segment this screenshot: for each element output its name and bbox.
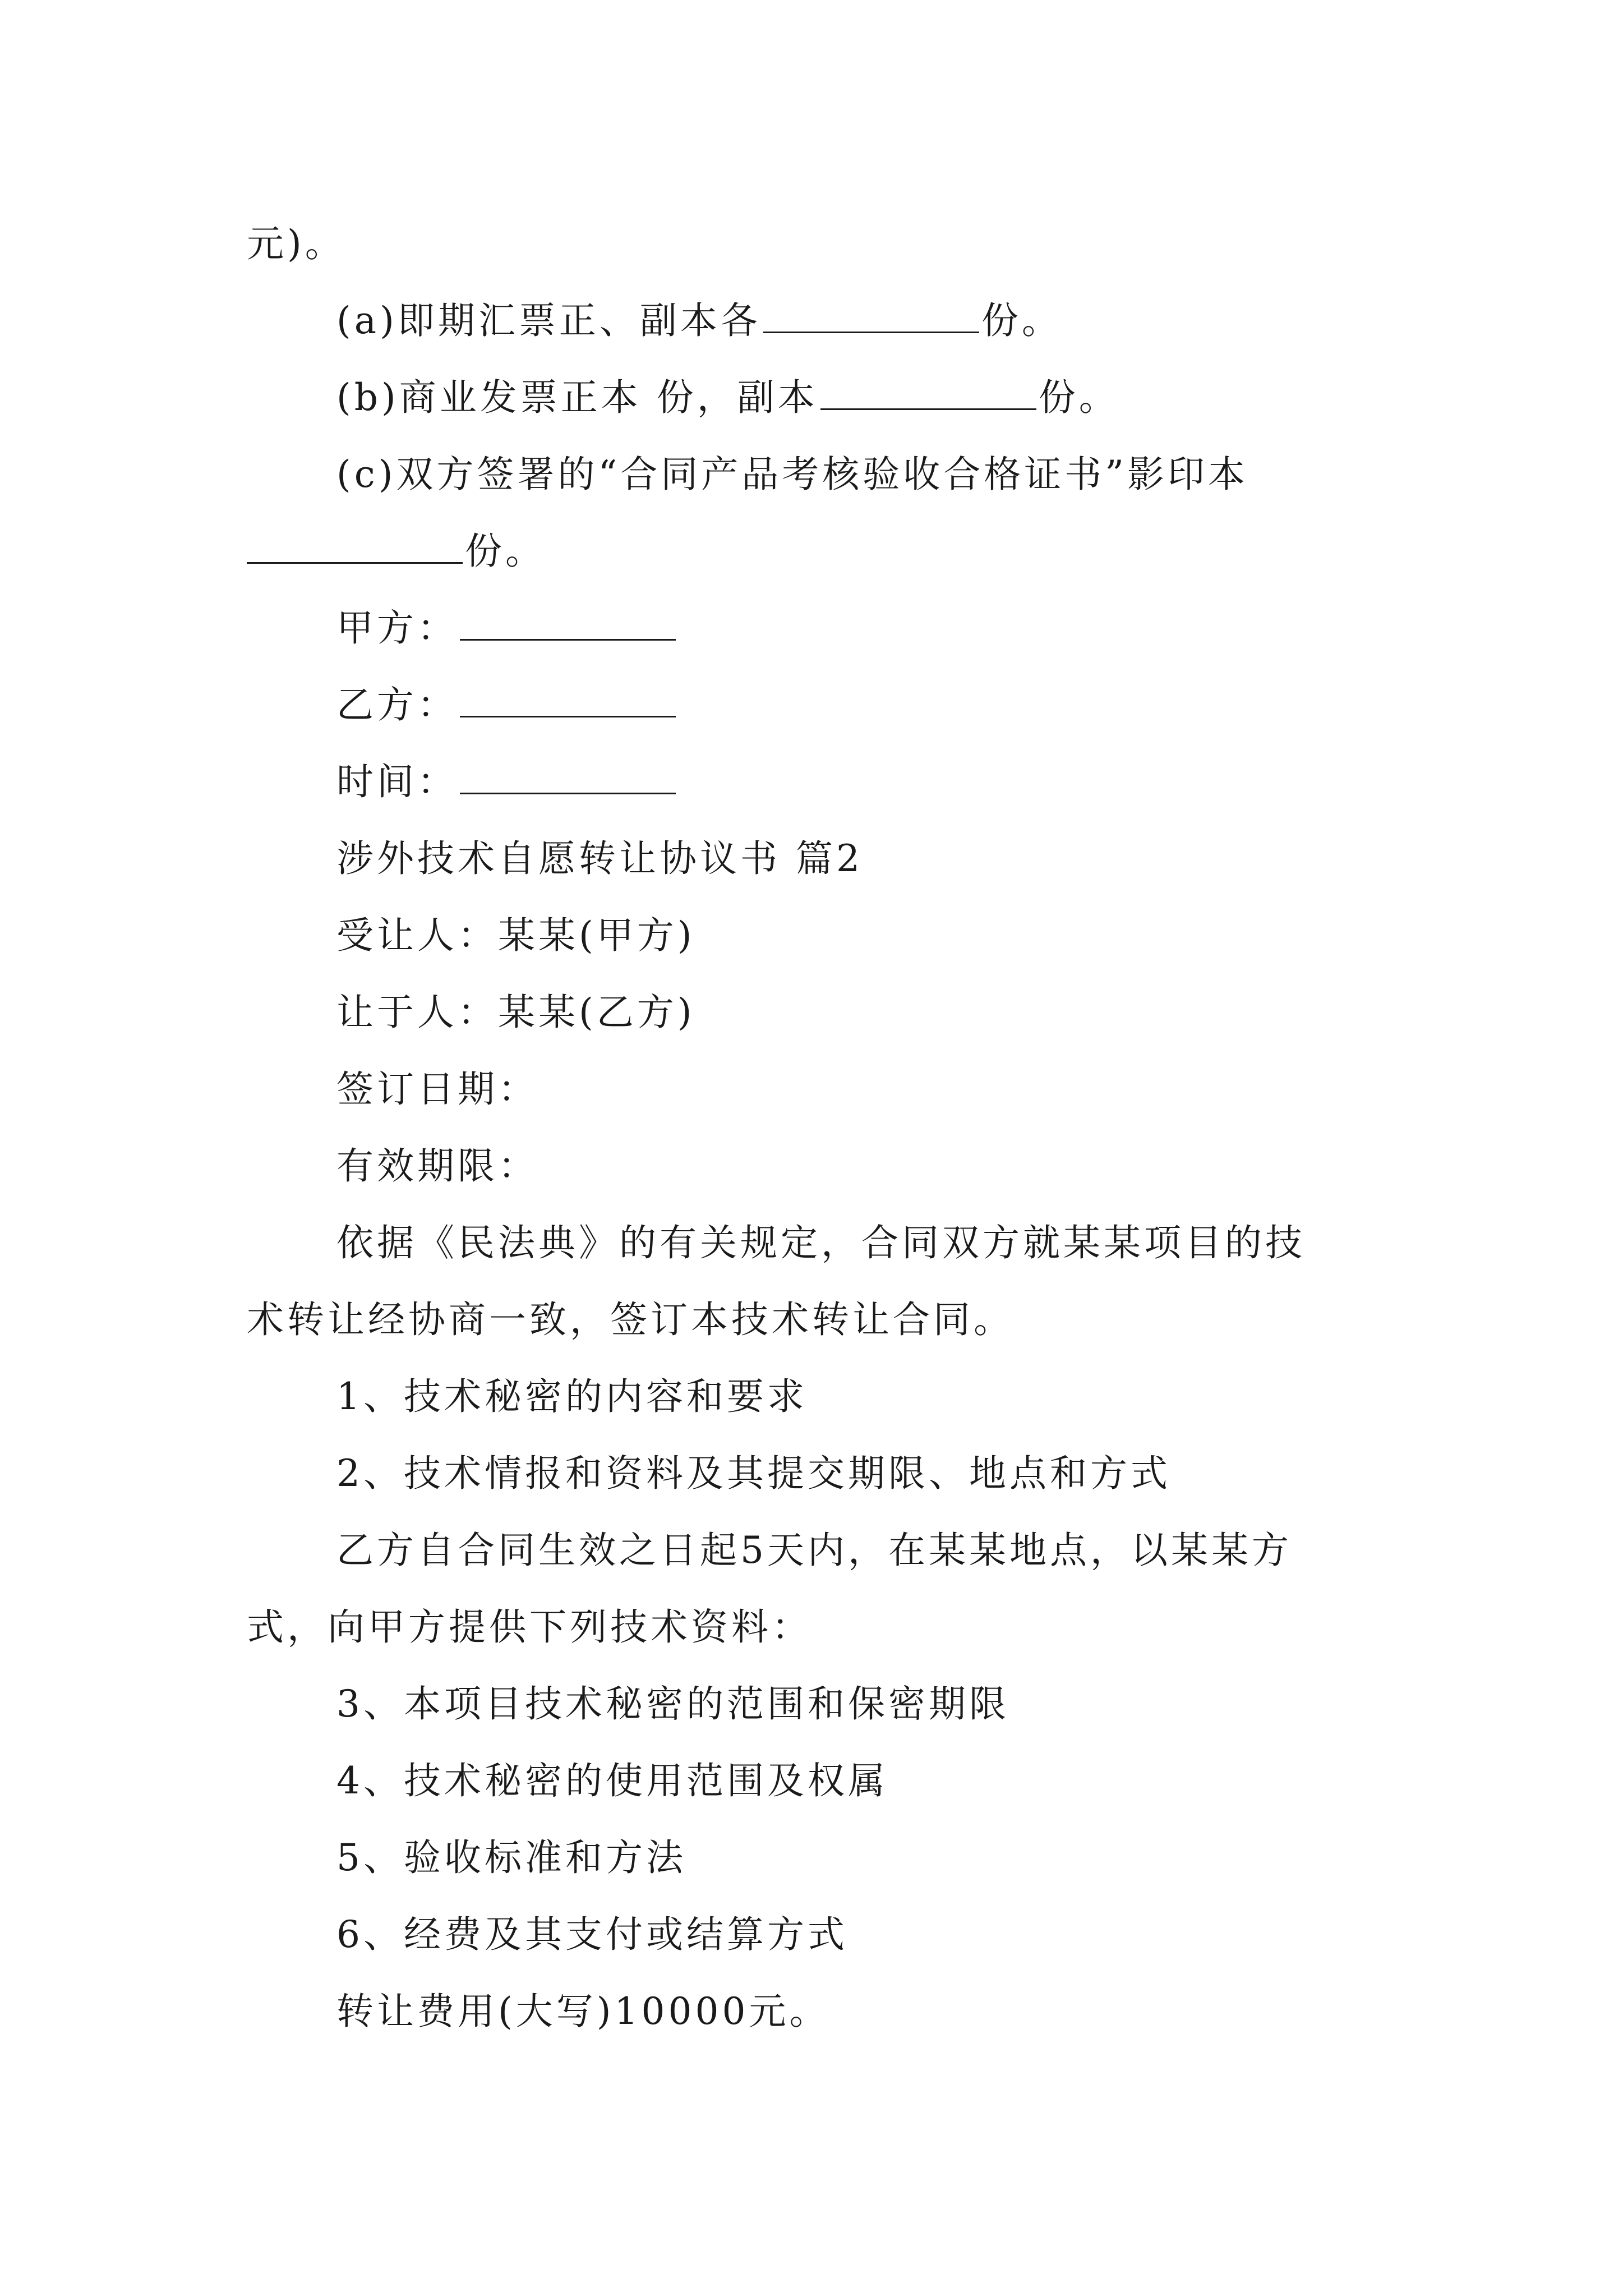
blank-field xyxy=(460,681,676,717)
line-text: 份。 xyxy=(981,299,1062,342)
form-line xyxy=(336,372,1119,423)
text-line: 让于人：某某(乙方) xyxy=(336,991,695,1034)
text-line: 有效期限： xyxy=(336,1144,538,1188)
line-text: 时间： xyxy=(336,760,458,803)
text-line: 依据《民法典》的有关规定，合同双方就某某项目的技 xyxy=(336,1221,1306,1264)
signature-line xyxy=(336,603,678,654)
line-text: (b)商业发票正本 份，副本 xyxy=(336,376,818,419)
text-line: 6、经费及其支付或结算方式 xyxy=(336,1913,848,1956)
text-line: 5、验收标准和方法 xyxy=(336,1836,686,1879)
line-text: (a)即期汇票正、副本各 xyxy=(336,299,761,342)
blank-field xyxy=(460,604,676,641)
form-line xyxy=(247,526,546,577)
text-line: 签订日期： xyxy=(336,1068,538,1111)
line-text: 甲方： xyxy=(336,606,458,650)
line-text: 份。 xyxy=(1038,376,1119,419)
text-line: (c)双方签署的“合同产品考核验收合格证书”影印本 xyxy=(336,453,1248,496)
blank-field xyxy=(460,758,676,794)
blank-field xyxy=(820,374,1036,410)
form-line xyxy=(336,296,1062,346)
text-line: 2、技术情报和资料及其提交期限、地点和方式 xyxy=(336,1452,1171,1495)
signature-line xyxy=(336,680,678,730)
text-line: 转让费用(大写)10000元。 xyxy=(336,1990,830,2033)
text-line: 4、技术秘密的使用范围及权属 xyxy=(336,1759,888,1802)
signature-line xyxy=(336,757,678,807)
blank-field xyxy=(763,297,979,333)
text-line: 式，向甲方提供下列技术资料： xyxy=(247,1605,812,1649)
text-line: 乙方自合同生效之日起5天内，在某某地点，以某某方 xyxy=(336,1529,1292,1572)
section-heading: 涉外技术自愿转让协议书 篇2 xyxy=(336,837,863,880)
text-line: 术转让经协商一致，签订本技术转让合同。 xyxy=(247,1298,1014,1341)
text-line: 受让人：某某(甲方) xyxy=(336,914,695,957)
line-text: 份。 xyxy=(465,530,546,573)
blank-field xyxy=(247,527,463,564)
line-text: 乙方： xyxy=(336,683,458,726)
text-line: 1、技术秘密的内容和要求 xyxy=(336,1375,808,1418)
text-line: 元)。 xyxy=(247,222,345,265)
text-line: 3、本项目技术秘密的范围和保密期限 xyxy=(336,1682,1009,1726)
